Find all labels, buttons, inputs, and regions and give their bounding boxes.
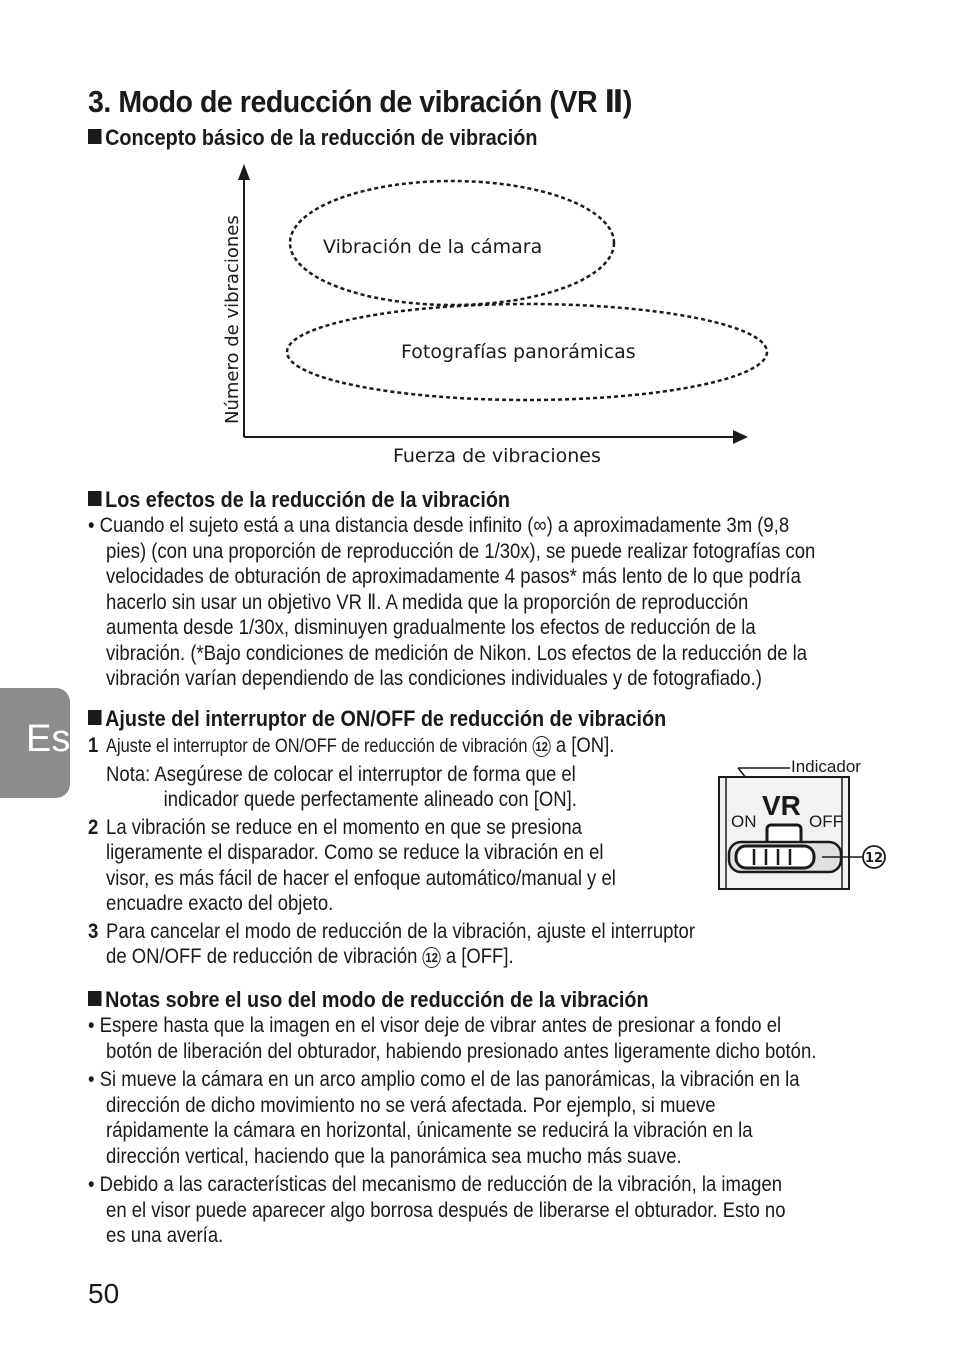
step-2-text: ligeramente el disparador. Como se reduce la vibración en el	[106, 840, 604, 864]
effects-line: pies) (con una proporción de reproducción de 1/30x), se puede realizar fotografías con	[106, 538, 816, 563]
note-line: botón de liberación del obturador, habiendo presionado antes ligeramente dicho botón.	[106, 1038, 817, 1063]
effects-line: aumenta desde 1/30x, disminuyen gradualmente los efectos de reducción de la	[106, 615, 756, 639]
note-line: • Si mueve la cámara en un arco amplio como el de las panorámicas, la vibración en la	[88, 1067, 800, 1091]
panoramic-label: Fotografías panorámicas	[401, 341, 636, 363]
square-bullet-icon	[88, 129, 102, 144]
indicator-label: Indicador	[791, 757, 861, 776]
notes-list	[88, 1013, 816, 1249]
step-1	[88, 733, 695, 760]
step-3-cont	[88, 944, 695, 970]
effects-paragraph	[88, 513, 815, 692]
note-line: en el visor puede aparecer algo borrosa después de liberarse el obturador. Esto no	[106, 1197, 786, 1222]
step-1-text: Ajuste el interruptor de ON/OFF de reducción de vibración	[106, 736, 528, 757]
page-title: 3. Modo de reducción de vibración (VR Ⅱ)	[88, 84, 632, 119]
step-1-note-cont: indicador quede perfectamente alineado con [ON].	[163, 787, 577, 811]
step-number: 3	[88, 918, 99, 943]
notes-heading-text: Notas sobre el uso del modo de reducción de la vibración	[105, 987, 649, 1012]
callout-number: 12	[864, 851, 884, 866]
effects-heading-text: Los efectos de la reducción de la vibración	[105, 487, 511, 512]
square-bullet-icon	[88, 991, 102, 1006]
vr-label: VR	[762, 790, 801, 821]
step-number: 1	[88, 733, 99, 757]
switch-heading-text: Ajuste del interruptor de ON/OFF de reducción de vibración	[105, 706, 667, 731]
effects-line: hacerlo sin usar un objetivo VR Ⅱ. A medida que la proporción de reproducción	[106, 589, 749, 614]
effects-line: vibración varían dependiendo de las condiciones individuales y de fotografiado.)	[106, 666, 762, 690]
note-line: dirección vertical, haciendo que la panorámica sea mucho más suave.	[106, 1143, 682, 1168]
note-item	[88, 1172, 816, 1249]
effects-line: velocidades de obturación de aproximadamente 4 pasos* más lento de lo que podría	[106, 564, 801, 588]
step-1-text-end: a [ON].	[555, 733, 615, 757]
step-3	[88, 919, 695, 945]
x-axis-label: Fuerza de vibraciones	[393, 445, 601, 467]
y-axis-label: Número de vibraciones	[222, 215, 243, 424]
y-axis-arrow-icon	[238, 164, 250, 180]
language-tab-label: Es	[26, 718, 71, 760]
x-axis-arrow-icon	[733, 430, 748, 444]
camera-vibration-label: Vibración de la cámara	[323, 236, 543, 258]
circled-12-icon: 12	[533, 736, 551, 757]
effects-line: • Cuando el sujeto está a una distancia desde infinito (∞) a aproximadamente 3m (9,8	[88, 513, 790, 537]
step-number: 2	[88, 814, 99, 839]
switch-slider	[736, 846, 814, 868]
note-line: dirección de dicho movimiento no se verá afectada. Por ejemplo, si mueve	[106, 1092, 716, 1117]
vibration-diagram	[200, 160, 780, 470]
step-2-text: encuadre exacto del objeto.	[106, 891, 334, 915]
note-item	[88, 1067, 816, 1169]
steps-list	[88, 733, 695, 970]
note-line: • Espere hasta que la imagen en el visor deje de vibrar antes de presionar a fondo el	[88, 1013, 782, 1037]
step-3-text-end: a [OFF].	[445, 944, 514, 968]
on-label: ON	[731, 812, 757, 831]
step-2-text: visor, es más fácil de hacer el enfoque automático/manual y el	[106, 865, 616, 890]
notes-heading	[88, 987, 649, 1013]
note-item	[88, 1013, 816, 1064]
square-bullet-icon	[88, 491, 102, 506]
page-number: 50	[88, 1278, 120, 1309]
square-bullet-icon	[88, 710, 102, 725]
step-1-note: Nota: Asegúrese de colocar el interruptor de forma que el	[106, 761, 576, 786]
step-3-text: de ON/OFF de reducción de vibración	[106, 944, 418, 968]
off-label: OFF	[809, 812, 843, 831]
concept-heading-text: Concepto básico de la reducción de vibración	[105, 125, 538, 150]
concept-heading	[88, 125, 538, 151]
vr-switch-figure	[712, 750, 902, 895]
effects-line: vibración. (*Bajo condiciones de medición de Nikon. Los efectos de la reducción de la	[106, 640, 808, 665]
language-tab	[0, 688, 70, 798]
effects-heading	[88, 487, 510, 513]
note-line: • Debido a las características del mecanismo de reducción de la vibración, la imagen	[88, 1172, 783, 1196]
step-2	[88, 815, 695, 841]
step-3-text: Para cancelar el modo de reducción de la vibración, ajuste el interruptor	[106, 918, 695, 943]
circled-12-icon: 12	[423, 947, 441, 968]
note-line: es una avería.	[106, 1223, 224, 1247]
note-line: rápidamente la cámara en horizontal, únicamente se reducirá la vibración en la	[106, 1118, 753, 1142]
switch-heading	[88, 706, 666, 732]
step-2-text: La vibración se reduce en el momento en que se presiona	[106, 814, 582, 839]
